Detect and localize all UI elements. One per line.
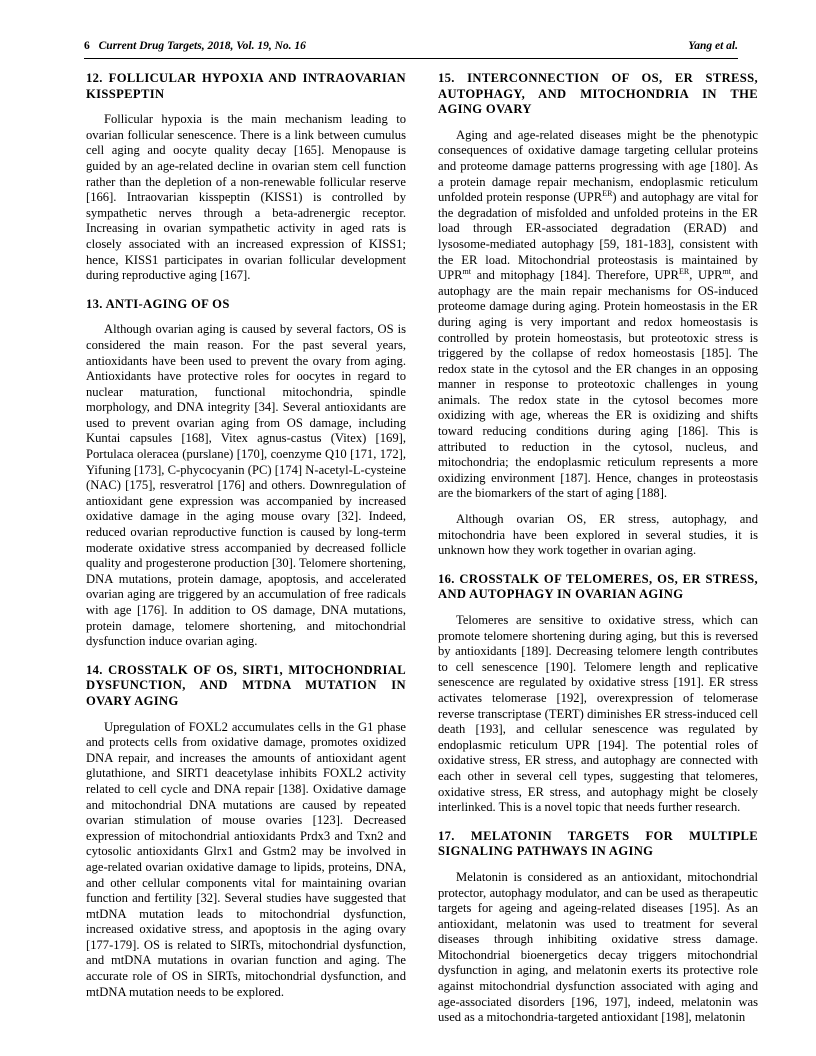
running-header bbox=[84, 40, 738, 56]
running-author: Yang et al. bbox=[688, 40, 738, 52]
journal-issue: 2018, Vol. 19, No. 16 bbox=[207, 40, 306, 52]
section-12-paragraph: Follicular hypoxia is the main mechanism leading to ovarian follicular senescence. There is a link between cumulus cell aging and oocyte quality decay [165]. Menopause is guided by an age-related decline in ovarian stem cell function rather than the depletion of a non-renewable follicular reserve [166]. Intraovarian kisspeptin (KISS1) is controlled by sympathetic nerves through a beta-adrenergic receptor. Increasing in ovarian sympathetic activity in aged rats is closely associated with an increased expression of KISS1; hence, KISS1 participates in ovarian follicular development during reproductive aging [167]. bbox=[86, 112, 406, 283]
page-number: 6 bbox=[84, 40, 90, 52]
section-15-paragraph-1: Aging and age-related diseases might be the phenotypic consequences of oxidative damage targeting cellular proteins and proteome damage patterns progressing with age [180]. As a protein damage repair mechanism, endoplasmic reticulum unfolded protein response $(UPR^{ER})$ and autophagy are vital for the degradation of misfolded and unfolded proteins in the ER load through ER-associated degradation (ERAD) and lysosome-mediated autophagy [59, 181-183], consistent with the ER load. Mitochondrial proteostasis is maintained by $UPR^{mt}$ and mitophagy [184]. Therefore, $UPR^{ER}$, $UPR^{mt}$, and autophagy are the main repair mechanisms for OS-induced proteome damage during aging. Protein homeostasis in the ER during aging is very important and redox homeostasis is controlled by protein homeostasis, but proteotoxic stress is triggered by the collapse of redox homeostasis [185]. The redox state in the cytosol and the ER changes in an opposing manner in response to proteotoxic challenges in young animals. The redox state in the cytosol becomes more oxidizing with age, whereas the ER is oxidizing and shifts toward reducing conditions during aging [186]. This is attributed to reduction in the cytosol, nucleus, and mitochondria; the endoplasmic reticulum represents a more oxidizing environment [187]. Hence, changes in proteostasis are the biomarkers of the start of aging [188]. bbox=[438, 127, 759, 501]
section-15-paragraph-2: Although ovarian OS, ER stress, autophagy, and mitochondria have been explored in several studies, it is unknown how they work together in ovarian aging. bbox=[438, 512, 758, 558]
left-column bbox=[86, 71, 406, 1000]
section-14-paragraph: Upregulation of FOXL2 accumulates cells in the G1 phase and protects cells from oxidative damage, promotes oxidized DNA repair, and increases the amounts of antioxidant agent glutathione, and SIRT1 deacetylase inhibits FOXL2 activity related to cell cycle and DNA repair [138]. Oxidative damage and mitochondrial DNA mutations are caused by repeated ovarian stimulation of mouse ovaries [123]. Decreased expression of mitochondrial antioxidants Prdx3 and Txn2 and cytosolic antioxidants Glrx1 and Gstm2 may be involved in age-related ovarian oxidative damage to lipids, proteins, DNA, and other cellular components vital for maintaining ovarian function and fertility [32]. Several studies have suggested that mtDNA mutation leads to mitochondrial dysfunction, increased oxidative stress, and apoptosis in the aging ovary [177-179]. OS is related to SIRTs, mitochondrial dysfunction, and mtDNA mutations in ovarian function and aging. The accurate role of OS in SIRTs, mitochondrial dysfunction, and mtDNA mutation needs to be explored. bbox=[86, 719, 406, 999]
journal-name: Current Drug Targets, bbox=[98, 40, 205, 52]
section-15-heading: 15. INTERCONNECTION OF OS, ER STRESS, AUTOPHAGY, AND MITOCHONDRIA IN THE AGING OVARY bbox=[438, 71, 758, 117]
right-column bbox=[438, 71, 758, 1026]
section-17-heading: 17. MELATONIN TARGETS FOR MULTIPLE SIGNALING PATHWAYS IN AGING bbox=[438, 828, 758, 859]
section-16-heading: 16. CROSSTALK OF TELOMERES, OS, ER STRESS, AND AUTOPHAGY IN OVARIAN AGING bbox=[438, 571, 758, 602]
section-17-paragraph: Melatonin is considered as an antioxidant, mitochondrial protector, autophagy modulator, and can be used as therapeutic targets for ageing and ageing-related diseases [195]. As an antioxidant, melatonin was used to treatment for several diseases through inhibiting oxidative stress damage. Mitochondrial bioenergetics decay triggers mitochondrial dysfunction in aging, and melatonin exerts its protective role against mitochondrial dysfunction associated with aging and age-associated disorders [196, 197], indeed, melatonin was used as a mitochondria-targeted antioxidant [198], melatonin bbox=[438, 869, 758, 1025]
section-14-heading: 14. CROSSTALK OF OS, SIRT1, MITOCHONDRIAL DYSFUNCTION, AND MTDNA MUTATION IN OVARY AGING bbox=[86, 662, 406, 708]
header-rule bbox=[84, 58, 738, 59]
section-13-heading: 13. ANTI-AGING OF OS bbox=[86, 296, 230, 311]
section-13-paragraph: Although ovarian aging is caused by several factors, OS is considered the main reason. For the past several years, antioxidants have been used to prevent the ovary from aging. Antioxidants have protective roles for oocytes in regard to nuclear maturation, functional mitochondria, spindle morphology, and DNA integrity [34]. Several antioxidants are used to prevent ovarian aging from OS damage, including Kuntai capsules [168], Vitex agnus-castus (Vitex) [169], Portulaca oleracea (purslane) [170], coenzyme Q10 [171, 172], Yifuning [173], C-phycocyanin (PC) [174] N-acetyl-L-cysteine (NAC) [175], resveratrol [176] and others. Downregulation of antioxidant gene expression was accompanied by increased oxidative damage in the aging mouse ovary [32]. Indeed, reduced ovarian reproductive function is caused by long-term moderate oxidative stress accompanied by decreased follicle quality and progesterone production [30]. Telomere shortening, DNA mutations, protein damage, apoptosis, and accelerated ovarian aging are triggered by an accumulation of free radicals with age [176]. In addition to OS damage, DNA mutations, protein damage, telomere shortening, and mitochondrial dysfunction induce ovarian aging. bbox=[86, 322, 406, 649]
section-12-heading: 12. FOLLICULAR HYPOXIA AND INTRAOVARIAN KISSPEPTIN bbox=[86, 71, 406, 101]
section-16-paragraph: Telomeres are sensitive to oxidative stress, which can promote telomere shortening during aging, but this is reversed by antioxidants [189]. Decreasing telomere length contributes to cell senescence [190]. Telomere length and replicative senescence are regulated by oxidative stress [191]. ER stress activates telomerase [192], overexpression of telomerase reverse transcriptase (TERT) diminishes ER stress-induced cell death [193], and cellular senescence was regulated by endoplasmic reticulum UPR [194]. The potential roles of oxidative stress, ER stress, and autophagy are connected with each other in several cell types, suggesting that telomeres, oxidative stress, ER stress, and autophagy might be closely interlinked. This is a novel topic that needs further research. bbox=[438, 613, 758, 815]
